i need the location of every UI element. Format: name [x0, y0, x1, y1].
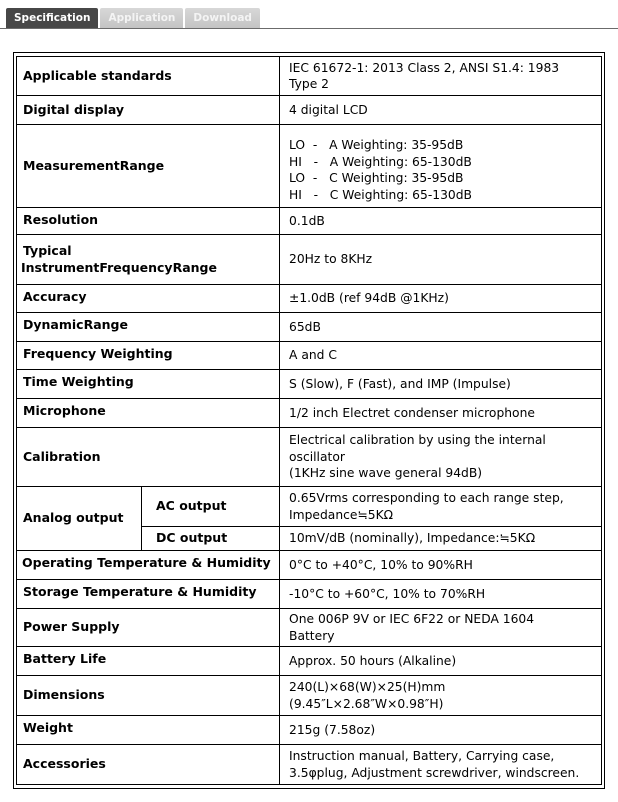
row-value [280, 342, 602, 370]
table-row [17, 285, 602, 313]
value-line: Electrical calibration by using the internal [289, 433, 546, 448]
row-label: Dimensions [17, 676, 280, 716]
spec-table-frame [13, 52, 605, 789]
row-label: Accuracy [17, 285, 280, 313]
value-line: ±1.0dB (ref 94dB @1KHz) [289, 291, 449, 306]
row-label: DynamicRange [17, 313, 280, 342]
row-value [280, 57, 602, 96]
row-value [280, 676, 602, 716]
value-line: 4 digital LCD [289, 102, 368, 117]
row-label: Storage Temperature & Humidity [17, 580, 280, 609]
value-line: 0.1dB [289, 213, 325, 228]
row-label: Applicable standards [17, 57, 280, 96]
label-line: Typical [23, 243, 72, 258]
value-line: 0°C to +40°C, 10% to 90%RH [289, 557, 473, 572]
row-value [280, 716, 602, 745]
row-value [280, 647, 602, 676]
row-label: Weight [17, 716, 280, 745]
table-row [17, 609, 602, 647]
value-line: 3.5φplug, Adjustment screwdriver, windscreen. [289, 765, 580, 780]
row-label: Microphone [17, 399, 280, 428]
value-line: -10°C to +60°C, 10% to 70%RH [289, 586, 486, 601]
value-line: Impedance≒5KΩ [289, 507, 394, 522]
row-value [280, 96, 602, 125]
table-row [17, 57, 602, 96]
value-line: LO - C Weighting: 35-95dB [289, 171, 464, 185]
value-line: Approx. 50 hours (Alkaline) [289, 653, 457, 668]
tab-bar [6, 8, 260, 28]
row-value [280, 208, 602, 235]
value-line: 20Hz to 8KHz [289, 252, 373, 267]
value-line: S (Slow), F (Fast), and IMP (Impulse) [289, 376, 511, 391]
value-line: 65dB [289, 319, 321, 334]
row-label: Resolution [17, 208, 280, 235]
table-row [17, 125, 602, 208]
table-row [17, 676, 602, 716]
table-row [17, 313, 602, 342]
table-row [17, 745, 602, 785]
tab-application[interactable]: Application [100, 8, 183, 28]
row-value [280, 235, 602, 285]
table-row [17, 428, 602, 487]
row-label: Frequency Weighting [17, 342, 280, 370]
value-line: IEC 61672-1: 2013 Class 2, ANSI S1.4: 1983 [289, 60, 560, 75]
spec-table [16, 56, 602, 785]
table-row [17, 208, 602, 235]
row-value [280, 745, 602, 785]
table-row [17, 342, 602, 370]
row-value [280, 580, 602, 609]
value-line: (1KHz sine wave general 94dB) [289, 466, 483, 481]
row-value [280, 551, 602, 580]
row-label: Operating Temperature & Humidity [17, 551, 280, 580]
table-row [17, 487, 602, 527]
sub-row-label: DC output [142, 527, 280, 551]
value-line: 240(L)×68(W)×25(H)mm [289, 680, 446, 694]
tab-specification[interactable]: Specification [6, 8, 98, 28]
row-label: Calibration [17, 428, 280, 487]
table-row [17, 716, 602, 745]
value-line: A and C [289, 348, 337, 363]
value-line: Instruction manual, Battery, Carrying case, [289, 749, 555, 763]
table-row [17, 370, 602, 399]
label-line: InstrumentFrequencyRange [21, 259, 217, 275]
row-label: Digital display [17, 96, 280, 125]
row-value [280, 370, 602, 399]
value-line: oscillator [289, 449, 345, 464]
row-label: Accessories [17, 745, 280, 785]
value-line: LO - A Weighting: 35-95dB [289, 138, 464, 152]
sub-row-label: AC output [142, 487, 280, 527]
row-value [280, 527, 602, 551]
row-value [280, 487, 602, 527]
table-row [17, 647, 602, 676]
value-line: 1/2 inch Electret condenser microphone [289, 405, 535, 420]
value-line: 215g (7.58oz) [289, 722, 376, 737]
row-label: Power Supply [17, 609, 280, 647]
row-value [280, 428, 602, 487]
row-label [17, 235, 280, 285]
row-value [280, 285, 602, 313]
row-label: Time Weighting [17, 370, 280, 399]
row-label: MeasurementRange [17, 125, 280, 208]
value-line: HI - C Weighting: 65-130dB [289, 187, 472, 202]
row-value [280, 609, 602, 647]
table-row [17, 96, 602, 125]
row-value [280, 313, 602, 342]
value-line: (9.45″L×2.68″W×0.98″H) [289, 696, 444, 711]
value-line: Battery [289, 628, 335, 643]
value-line: 10mV/dB (nominally), Impedance:≒5KΩ [289, 531, 536, 546]
tab-divider [0, 28, 618, 29]
table-row [17, 399, 602, 428]
row-value [280, 399, 602, 428]
value-line: 0.65Vrms corresponding to each range step, [289, 491, 564, 505]
row-value [280, 125, 602, 208]
row-label: Battery Life [17, 647, 280, 676]
tab-download[interactable]: Download [185, 8, 260, 28]
value-line: Type 2 [289, 77, 329, 91]
value-line: One 006P 9V or IEC 6F22 or NEDA 1604 [289, 612, 535, 626]
table-row [17, 580, 602, 609]
row-label: Analog output [17, 487, 142, 551]
table-row [17, 235, 602, 285]
value-line: HI - A Weighting: 65-130dB [289, 154, 472, 169]
table-row [17, 551, 602, 580]
